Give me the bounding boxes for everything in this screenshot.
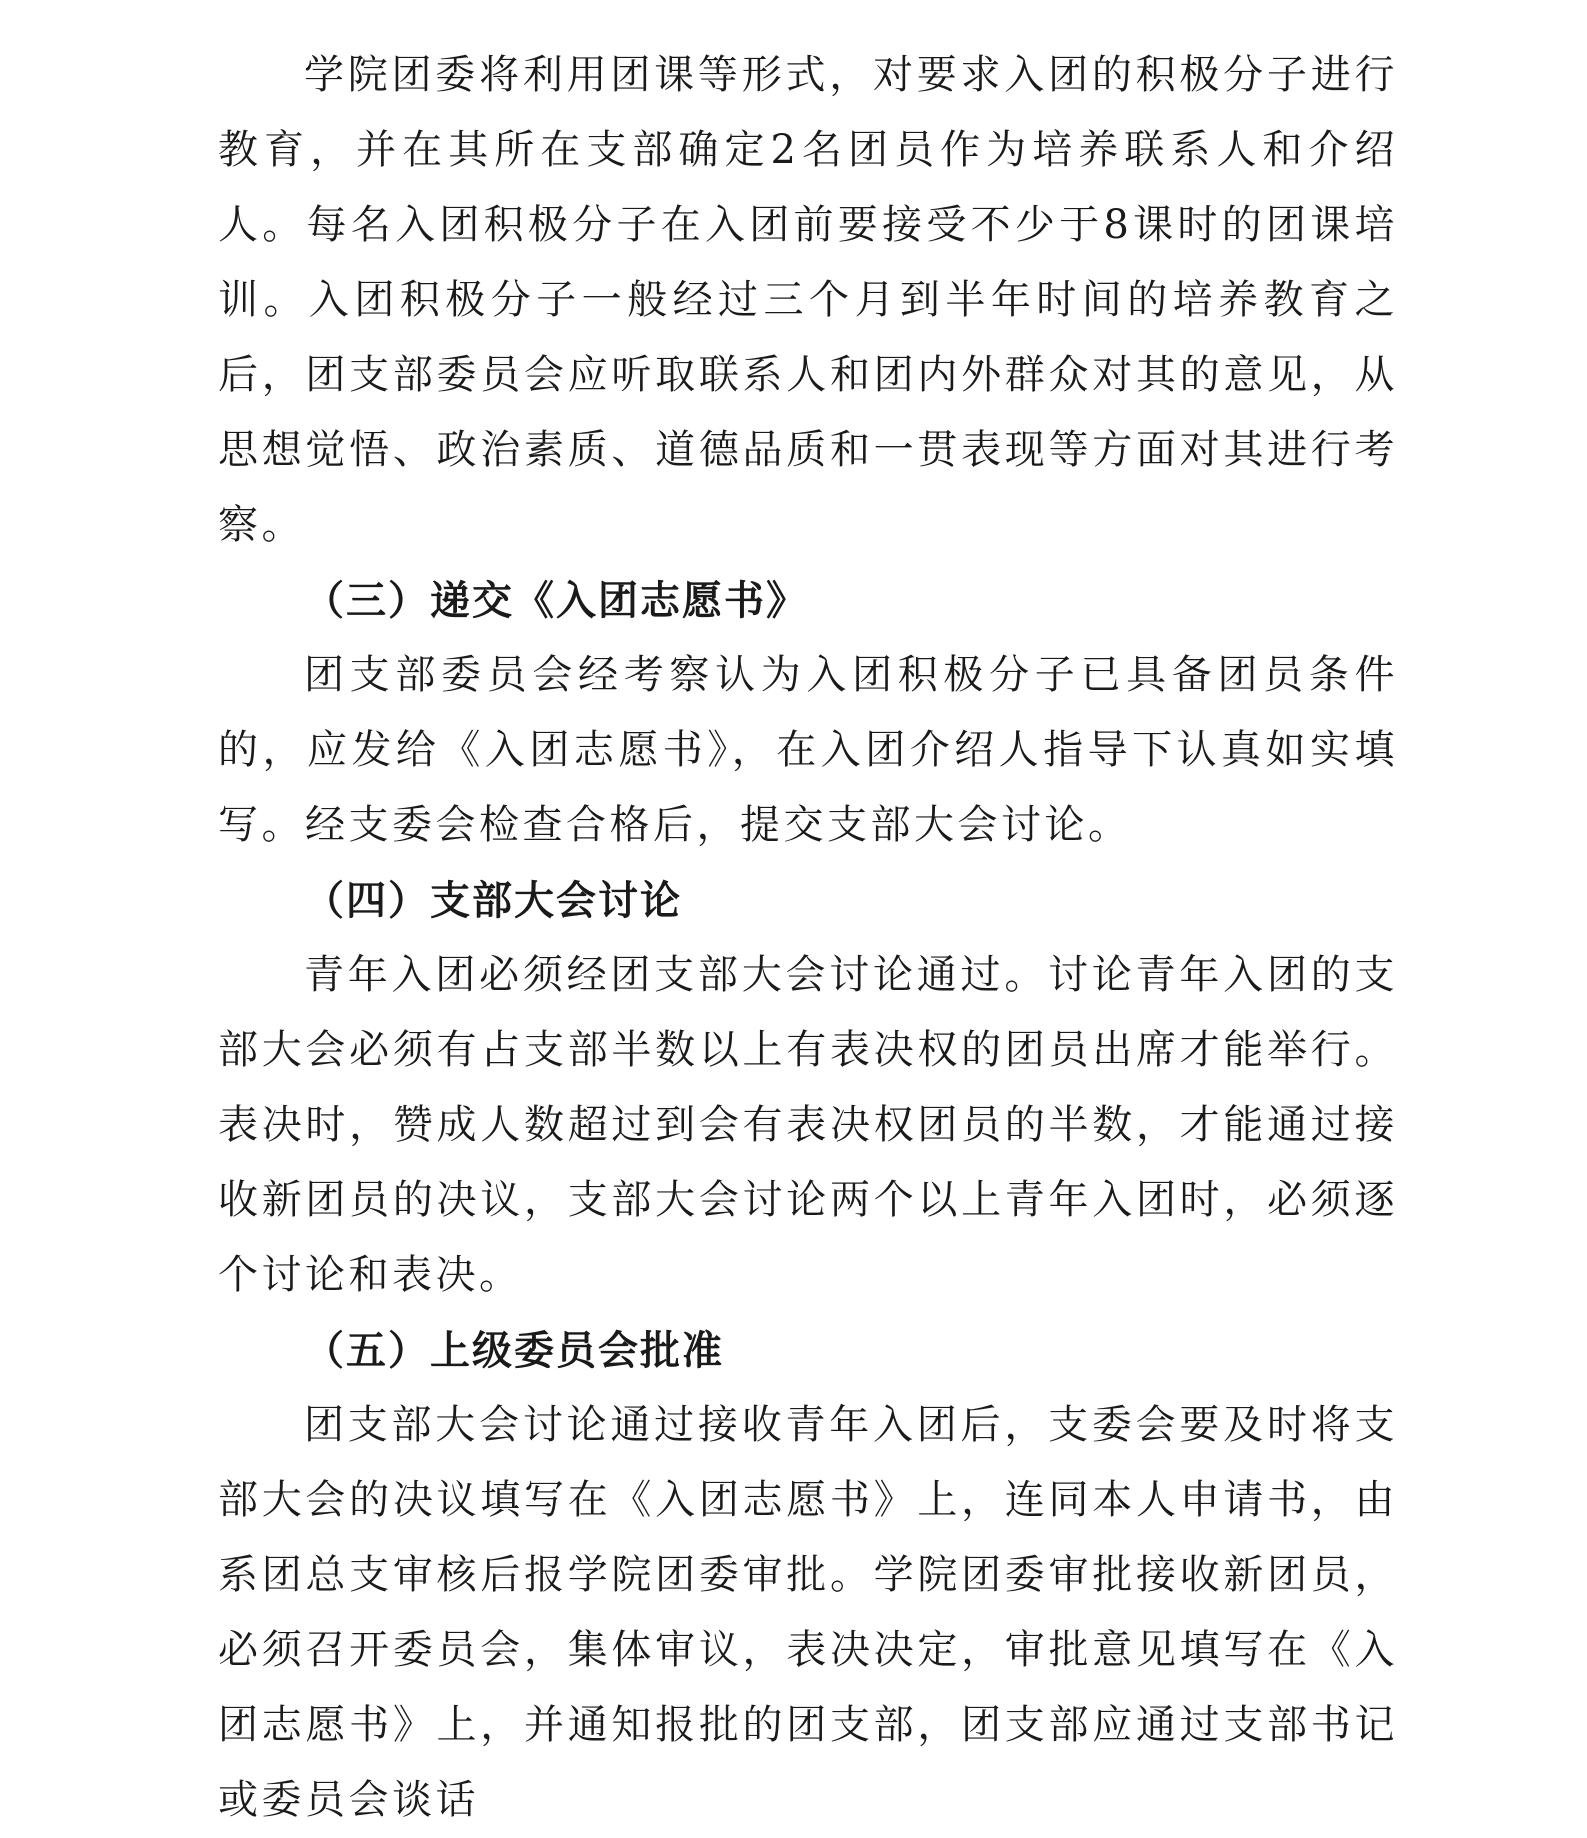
heading-title: 递交《入团志愿书》 [430, 577, 808, 624]
paragraph-activist-training: 学院团委将利用团课等形式，对要求入团的积极分子进行教育，并在其所在支部确定2名团员作为培养联系人和介绍人。每名入团积极分子在入团前要接受不少于8课时的团课培训。入团积极分子一般经过三个月到半年时间的培养教育之后，团支部委员会应听取联系人和团内外群众对其的意见，从思想觉悟、政治素质、道德品质和一贯表现等方面对其进行考察。 [218, 52, 1398, 548]
paragraph-committee-approval: 团支部大会讨论通过接收青年入团后，支委会要及时将支部大会的决议填写在《入团志愿书》上，连同本人申请书，由系团总支审核后报学院团委审批。学院团委审批接收新团员，必须召开委员会，集体审议，表决决定，审批意见填写在《入团志愿书》上，并通知报批的团支部，团支部应通过支部书记或委员会谈话 [218, 1402, 1398, 1823]
paragraph-branch-meeting: 青年入团必须经团支部大会讨论通过。讨论青年入团的支部大会必须有占支部半数以上有表决权的团员出席才能举行。表决时，赞成人数超过到会有表决权团员的半数，才能通过接收新团员的决议，支部大会讨论两个以上青年入团时，必须逐个讨论和表决。 [218, 952, 1398, 1298]
heading-number: （五） [304, 1327, 430, 1374]
heading-number: （三） [304, 577, 430, 624]
heading-committee-approval [218, 1313, 1398, 1388]
paragraph-application-form: 团支部委员会经考察认为入团积极分子已具备团员条件的，应发给《入团志愿书》，在入团介绍人指导下认真如实填写。经支委会检查合格后，提交支部大会讨论。 [218, 652, 1398, 848]
heading-branch-meeting [218, 863, 1398, 938]
heading-number: （四） [304, 877, 430, 924]
heading-submit-application [218, 563, 1398, 638]
heading-title: 上级委员会批准 [430, 1327, 724, 1374]
heading-title: 支部大会讨论 [430, 877, 682, 924]
document-page [218, 38, 1398, 1838]
